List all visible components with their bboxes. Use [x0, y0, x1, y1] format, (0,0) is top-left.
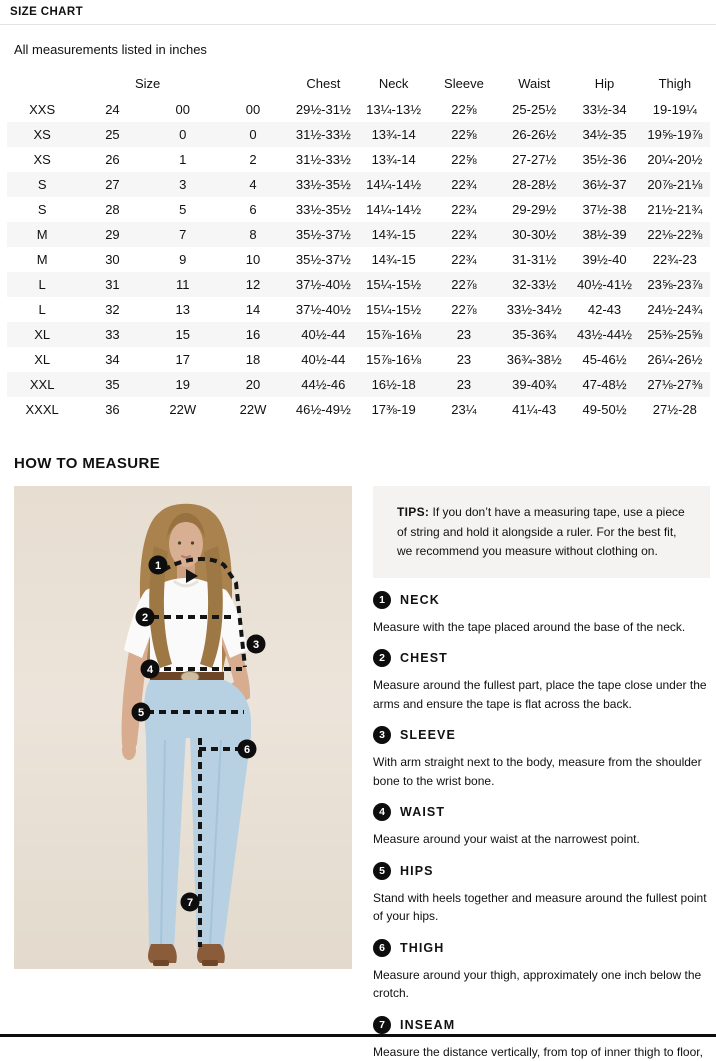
- svg-text:5: 5: [138, 707, 144, 719]
- step-number-badge: 4: [373, 803, 391, 821]
- boot-left-heel: [153, 960, 169, 966]
- size-cell: 28: [77, 197, 147, 222]
- step-number-badge: 3: [373, 726, 391, 744]
- step-title: INSEAM: [400, 1018, 455, 1032]
- size-cell: 25: [77, 122, 147, 147]
- size-cell: 30-30½: [499, 222, 569, 247]
- size-cell: 36½-37: [569, 172, 639, 197]
- step-description: Measure with the tape placed around the base of the neck.: [373, 618, 710, 637]
- size-cell: 49-50½: [569, 397, 639, 422]
- size-cell: 24½-24¾: [640, 297, 710, 322]
- size-cell: 22¾: [429, 197, 499, 222]
- size-cell: 13¾-14: [358, 122, 428, 147]
- step-header: [373, 862, 710, 880]
- table-row: [7, 347, 710, 372]
- size-cell: 15¼-15½: [358, 297, 428, 322]
- size-cell: L: [7, 297, 77, 322]
- size-cell: 14¼-14½: [358, 172, 428, 197]
- size-cell: 22W: [218, 397, 288, 422]
- size-cell: 22¾: [429, 222, 499, 247]
- table-row: [7, 397, 710, 422]
- step-number-badge: 5: [373, 862, 391, 880]
- table-row: [7, 222, 710, 247]
- size-cell: 45-46½: [569, 347, 639, 372]
- size-cell: 7: [148, 222, 218, 247]
- measure-column-header: Thigh: [640, 72, 710, 97]
- size-cell: XS: [7, 147, 77, 172]
- step-number-badge: 6: [373, 939, 391, 957]
- step-number-badge: 7: [373, 1016, 391, 1034]
- measure-column-header: Waist: [499, 72, 569, 97]
- size-cell: 35½-37½: [288, 222, 358, 247]
- size-cell: 8: [218, 222, 288, 247]
- size-cell: 33½-35½: [288, 197, 358, 222]
- step-header: [373, 803, 710, 821]
- size-cell: 26: [77, 147, 147, 172]
- size-cell: 23: [429, 322, 499, 347]
- size-cell: 22⅞: [429, 297, 499, 322]
- size-cell: 37½-38: [569, 197, 639, 222]
- model-photo: [14, 486, 352, 969]
- size-cell: 31: [77, 272, 147, 297]
- size-cell: 31½-33½: [288, 147, 358, 172]
- size-cell: 34: [77, 347, 147, 372]
- size-cell: XL: [7, 347, 77, 372]
- size-cell: 22⅞: [429, 272, 499, 297]
- size-cell: L: [7, 272, 77, 297]
- measure-column-header: Sleeve: [429, 72, 499, 97]
- size-cell: 16: [218, 322, 288, 347]
- table-row: [7, 272, 710, 297]
- step-title: NECK: [400, 593, 440, 607]
- table-row: [7, 172, 710, 197]
- svg-text:4: 4: [147, 664, 154, 676]
- measure-column-header: Neck: [358, 72, 428, 97]
- figure-marker-5: [132, 703, 151, 722]
- size-cell: 36: [77, 397, 147, 422]
- size-cell: 12: [218, 272, 288, 297]
- size-cell: 20: [218, 372, 288, 397]
- step-description: Measure around your thigh, approximately one inch below the crotch.: [373, 966, 710, 1003]
- size-group-header: Size: [7, 72, 288, 97]
- table-row: [7, 322, 710, 347]
- figure-right-hand: [122, 740, 136, 760]
- size-cell: 39½-40: [569, 247, 639, 272]
- size-cell: 27½-28: [640, 397, 710, 422]
- size-cell: 31-31½: [499, 247, 569, 272]
- size-table-header: [7, 72, 710, 97]
- size-cell: 18: [218, 347, 288, 372]
- size-cell: 00: [148, 97, 218, 122]
- figure-eye-left: [178, 541, 181, 544]
- step-header: [373, 1016, 710, 1034]
- size-cell: 32: [77, 297, 147, 322]
- size-table-body: [7, 97, 710, 422]
- step-number-badge: 1: [373, 591, 391, 609]
- table-row: [7, 97, 710, 122]
- size-cell: 30: [77, 247, 147, 272]
- size-cell: 28-28½: [499, 172, 569, 197]
- size-cell: 26-26½: [499, 122, 569, 147]
- size-cell: 22⅝: [429, 97, 499, 122]
- size-cell: 00: [218, 97, 288, 122]
- step-number-badge: 2: [373, 649, 391, 667]
- size-cell: 39-40¾: [499, 372, 569, 397]
- size-cell: 17⅜-19: [358, 397, 428, 422]
- size-cell: 15: [148, 322, 218, 347]
- size-cell: XS: [7, 122, 77, 147]
- step-header: [373, 591, 710, 609]
- size-cell: 27: [77, 172, 147, 197]
- how-to-measure-section: [14, 486, 710, 1061]
- step-description: With arm straight next to the body, measure from the shoulder bone to the wrist bone.: [373, 753, 710, 790]
- size-cell: 16½-18: [358, 372, 428, 397]
- size-cell: 23⅝-23⅞: [640, 272, 710, 297]
- size-cell: 29: [77, 222, 147, 247]
- table-row: [7, 297, 710, 322]
- table-row: [7, 197, 710, 222]
- size-cell: 19-19¼: [640, 97, 710, 122]
- figure-marker-3: [247, 635, 266, 654]
- figure-marker-2: [136, 608, 155, 627]
- step-description: Stand with heels together and measure around the fullest point of your hips.: [373, 889, 710, 926]
- svg-text:2: 2: [142, 612, 148, 624]
- size-cell: 9: [148, 247, 218, 272]
- size-cell: XXS: [7, 97, 77, 122]
- boot-right-heel: [202, 960, 218, 966]
- size-cell: 35½-36: [569, 147, 639, 172]
- svg-text:6: 6: [244, 744, 250, 756]
- size-cell: 25-25½: [499, 97, 569, 122]
- size-cell: 33½-35½: [288, 172, 358, 197]
- how-to-measure-title: HOW TO MEASURE: [14, 455, 716, 472]
- size-cell: 13¼-13½: [358, 97, 428, 122]
- tips-text: If you don’t have a measuring tape, use a piece of string and hold it alongside a ruler. For the best fit, we recommend you measure without clothing on.: [397, 505, 685, 558]
- tips-box: [373, 486, 710, 578]
- figure-marker-4: [141, 660, 160, 679]
- size-cell: 0: [148, 122, 218, 147]
- size-cell: 20¼-20½: [640, 147, 710, 172]
- table-row: [7, 247, 710, 272]
- size-cell: 19⅝-19⅞: [640, 122, 710, 147]
- size-cell: 14¾-15: [358, 222, 428, 247]
- size-cell: S: [7, 197, 77, 222]
- size-cell: 47-48½: [569, 372, 639, 397]
- size-cell: 21½-21¾: [640, 197, 710, 222]
- svg-text:1: 1: [155, 560, 161, 572]
- size-cell: 33½-34: [569, 97, 639, 122]
- size-cell: 22¾: [429, 172, 499, 197]
- size-cell: 22¾-23: [640, 247, 710, 272]
- svg-text:7: 7: [187, 897, 193, 909]
- measure-column-header: Chest: [288, 72, 358, 97]
- size-cell: 3: [148, 172, 218, 197]
- step-title: CHEST: [400, 651, 448, 665]
- size-cell: 31½-33½: [288, 122, 358, 147]
- size-cell: 34½-35: [569, 122, 639, 147]
- size-cell: XXXL: [7, 397, 77, 422]
- size-cell: 40½-41½: [569, 272, 639, 297]
- size-cell: 15⅞-16⅛: [358, 347, 428, 372]
- size-cell: 22⅝: [429, 122, 499, 147]
- size-cell: 4: [218, 172, 288, 197]
- instructions-column: [373, 486, 710, 1061]
- size-cell: 29-29½: [499, 197, 569, 222]
- size-cell: 22W: [148, 397, 218, 422]
- size-cell: 11: [148, 272, 218, 297]
- tips-label: TIPS:: [397, 505, 429, 519]
- size-cell: 44½-46: [288, 372, 358, 397]
- size-cell: M: [7, 222, 77, 247]
- step-header: [373, 726, 710, 744]
- step-title: SLEEVE: [400, 728, 456, 742]
- size-cell: 35: [77, 372, 147, 397]
- size-cell: 23: [429, 372, 499, 397]
- step-item: [373, 591, 710, 637]
- size-cell: 17: [148, 347, 218, 372]
- step-item: [373, 862, 710, 926]
- figure-eye-right: [191, 541, 194, 544]
- size-cell: M: [7, 247, 77, 272]
- size-cell: 22⅛-22⅜: [640, 222, 710, 247]
- size-cell: 0: [218, 122, 288, 147]
- figure-marker-6: [238, 740, 257, 759]
- size-cell: 24: [77, 97, 147, 122]
- step-item: [373, 803, 710, 849]
- step-item: [373, 939, 710, 1003]
- table-row: [7, 122, 710, 147]
- step-header: [373, 939, 710, 957]
- size-cell: XL: [7, 322, 77, 347]
- step-title: THIGH: [400, 941, 444, 955]
- size-cell: 33: [77, 322, 147, 347]
- size-cell: 14¼-14½: [358, 197, 428, 222]
- step-title: WAIST: [400, 805, 445, 819]
- svg-text:3: 3: [253, 639, 259, 651]
- step-item: [373, 1016, 710, 1061]
- size-table: [7, 72, 710, 422]
- jeans-hips: [144, 680, 251, 738]
- size-cell: 33½-34½: [499, 297, 569, 322]
- size-cell: 23¼: [429, 397, 499, 422]
- size-cell: 38½-39: [569, 222, 639, 247]
- size-cell: 13: [148, 297, 218, 322]
- size-cell: 29½-31½: [288, 97, 358, 122]
- size-cell: 32-33½: [499, 272, 569, 297]
- size-cell: XXL: [7, 372, 77, 397]
- step-item: [373, 726, 710, 790]
- size-cell: 15⅞-16⅛: [358, 322, 428, 347]
- size-cell: 25⅜-25⅝: [640, 322, 710, 347]
- measure-steps: [373, 591, 710, 1061]
- size-cell: 1: [148, 147, 218, 172]
- table-row: [7, 372, 710, 397]
- size-cell: 41¼-43: [499, 397, 569, 422]
- size-cell: 37½-40½: [288, 272, 358, 297]
- size-cell: 27-27½: [499, 147, 569, 172]
- figure-marker-1: [149, 556, 168, 575]
- measurement-figure: [14, 486, 352, 969]
- size-cell: 22¾: [429, 247, 499, 272]
- size-cell: 22⅝: [429, 147, 499, 172]
- size-cell: 14¾-15: [358, 247, 428, 272]
- size-cell: 23: [429, 347, 499, 372]
- size-cell: 27⅛-27⅜: [640, 372, 710, 397]
- size-cell: 46½-49½: [288, 397, 358, 422]
- size-cell: 35-36¾: [499, 322, 569, 347]
- size-cell: 36¾-38½: [499, 347, 569, 372]
- size-cell: 42-43: [569, 297, 639, 322]
- size-cell: 43½-44½: [569, 322, 639, 347]
- step-header: [373, 649, 710, 667]
- size-cell: 26¼-26½: [640, 347, 710, 372]
- table-row: [7, 147, 710, 172]
- page-header: [0, 0, 716, 25]
- size-cell: 35½-37½: [288, 247, 358, 272]
- step-description: Measure around your waist at the narrowest point.: [373, 830, 710, 849]
- size-cell: 15¼-15½: [358, 272, 428, 297]
- size-cell: 6: [218, 197, 288, 222]
- step-description: Measure around the fullest part, place the tape close under the arms and ensure the tape is flat across the back.: [373, 676, 710, 713]
- step-description: Measure the distance vertically, from top of inner thigh to floor,: [373, 1043, 710, 1061]
- size-cell: 10: [218, 247, 288, 272]
- size-cell: 20⅞-21⅛: [640, 172, 710, 197]
- size-cell: 13¾-14: [358, 147, 428, 172]
- size-cell: 2: [218, 147, 288, 172]
- size-cell: 40½-44: [288, 322, 358, 347]
- size-cell: 19: [148, 372, 218, 397]
- figure-marker-7: [181, 893, 200, 912]
- page-title: SIZE CHART: [10, 6, 706, 18]
- size-cell: S: [7, 172, 77, 197]
- size-cell: 40½-44: [288, 347, 358, 372]
- measurements-note: All measurements listed in inches: [14, 42, 716, 57]
- step-item: [373, 649, 710, 713]
- size-cell: 14: [218, 297, 288, 322]
- size-cell: 37½-40½: [288, 297, 358, 322]
- measure-column-header: Hip: [569, 72, 639, 97]
- step-title: HIPS: [400, 864, 434, 878]
- size-cell: 5: [148, 197, 218, 222]
